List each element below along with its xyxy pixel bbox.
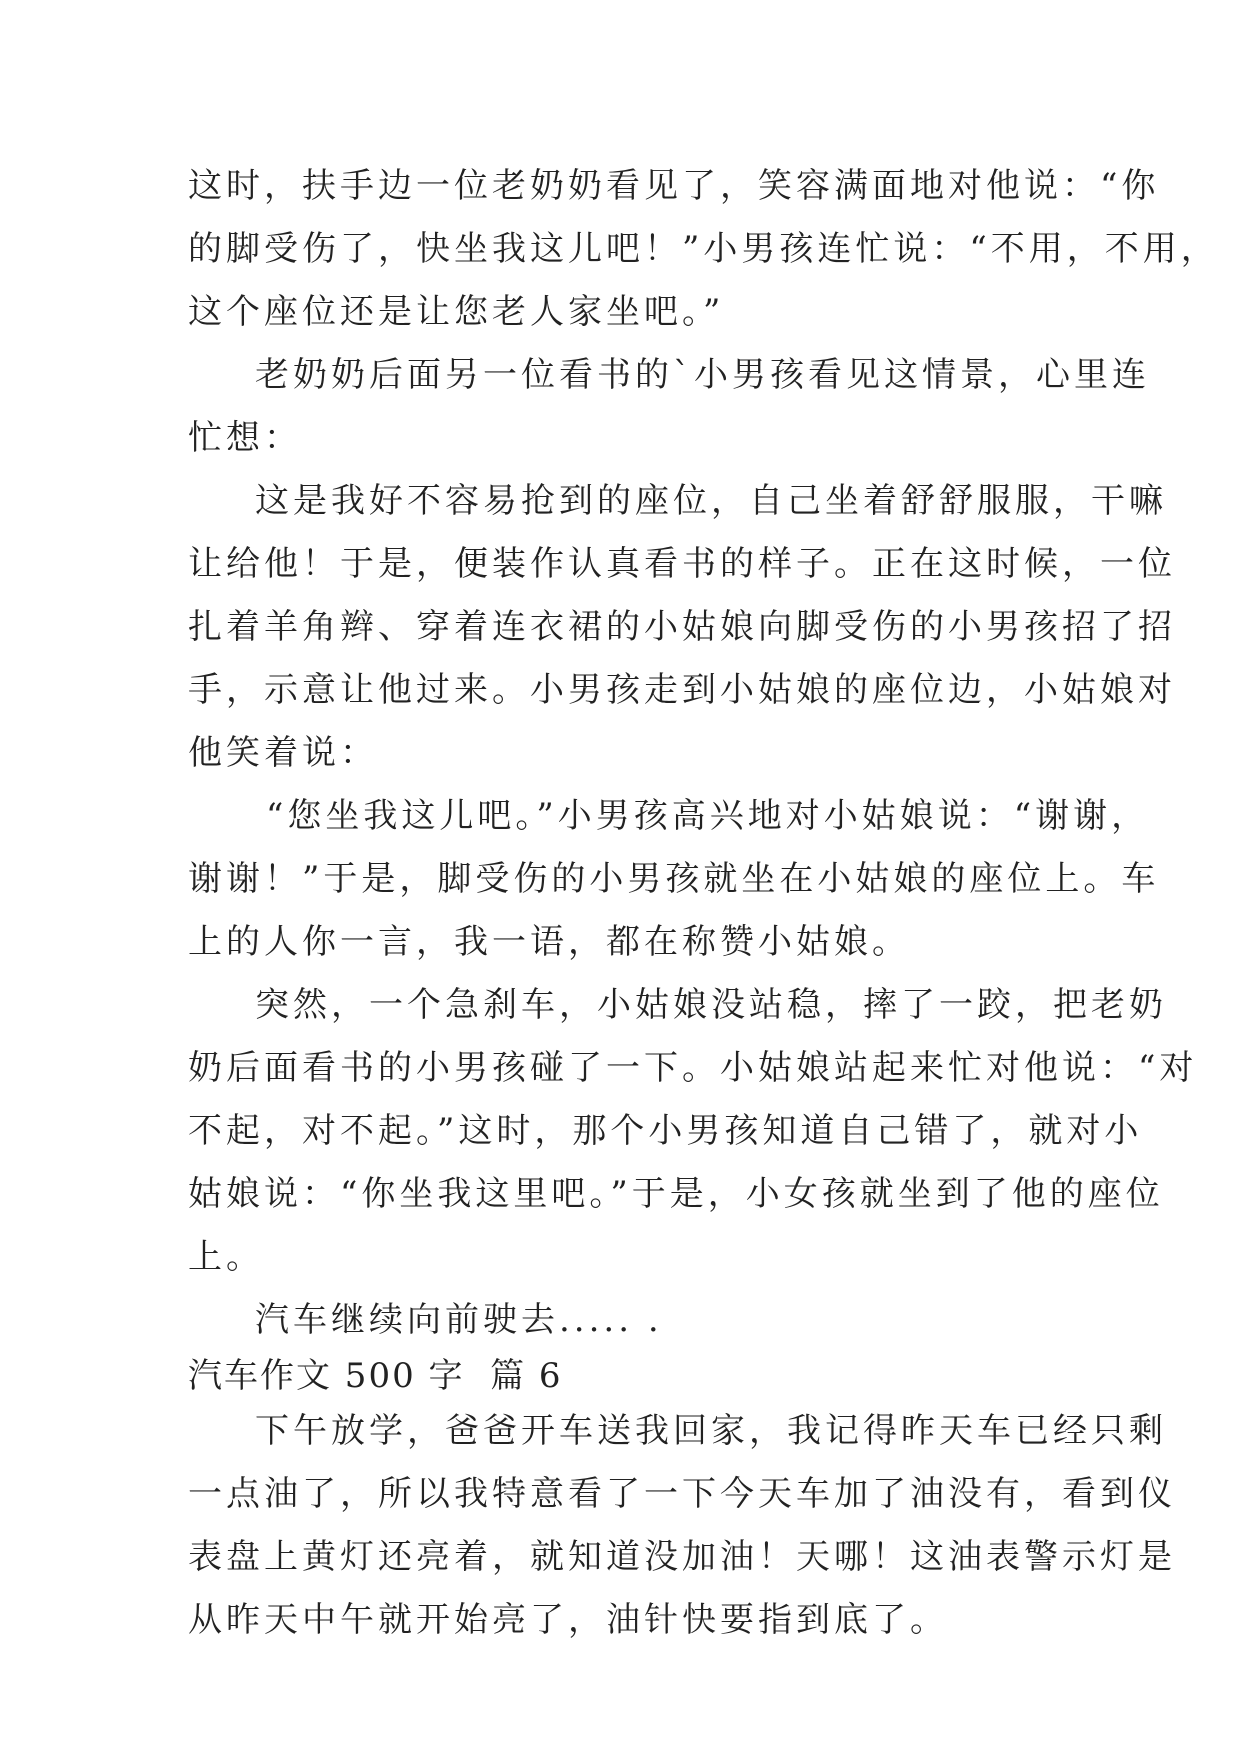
text-line: 上的人你一言，我一语，都在称赞小姑娘。 bbox=[188, 922, 910, 962]
paragraph bbox=[188, 344, 1150, 470]
text-line: 下午放学，爸爸开车送我回家，我记得昨天车已经只剩 bbox=[255, 1411, 1167, 1451]
text-line: 这时，扶手边一位老奶奶看见了，笑容满面地对他说：“你 bbox=[188, 166, 1160, 206]
text-line: “您坐我这儿吧。”小男孩高兴地对小姑娘说：“谢谢， bbox=[266, 796, 1150, 836]
text-line: 一点油了，所以我特意看了一下今天车加了油没有，看到仪 bbox=[188, 1474, 1176, 1514]
text-line: 老奶奶后面另一位看书的`小男孩看见这情景，心里连 bbox=[255, 355, 1150, 395]
paragraph bbox=[188, 155, 1219, 344]
paragraph bbox=[188, 470, 1176, 785]
text-line: 谢谢！”于是，脚受伤的小男孩就坐在小姑娘的座位上。车 bbox=[188, 859, 1160, 899]
text-line: 他笑着说： bbox=[188, 733, 378, 773]
paragraph bbox=[188, 974, 1198, 1289]
section-heading: 汽车作文 500 字 篇 6 bbox=[188, 1356, 563, 1396]
text-line: 从昨天中午就开始亮了，油针快要指到底了。 bbox=[188, 1600, 948, 1640]
text-line: 让给他！于是，便装作认真看书的样子。正在这时候，一位 bbox=[188, 544, 1176, 584]
text-line: 这个座位还是让您老人家坐吧。” bbox=[188, 292, 725, 332]
text-line: 不起，对不起。”这时，那个小男孩知道自己错了，就对小 bbox=[188, 1111, 1143, 1151]
paragraph bbox=[188, 1289, 1088, 1352]
text-line: 表盘上黄灯还亮着，就知道没加油！天哪！这油表警示灯是 bbox=[188, 1537, 1176, 1577]
text-line: 扎着羊角辫、穿着连衣裙的小姑娘向脚受伤的小男孩招了招 bbox=[188, 607, 1176, 647]
text-line: 上。 bbox=[188, 1237, 264, 1277]
text-line: 手，示意让他过来。小男孩走到小姑娘的座位边，小姑娘对 bbox=[188, 670, 1176, 710]
text-line: 奶后面看书的小男孩碰了一下。小姑娘站起来忙对他说：“对 bbox=[188, 1048, 1198, 1088]
text-line: 汽车继续向前驶去..... . bbox=[255, 1300, 663, 1340]
text-line: 这是我好不容易抢到的座位，自己坐着舒舒服服，干嘛 bbox=[255, 481, 1167, 521]
document-body bbox=[188, 155, 1219, 1652]
text-line: 姑娘说：“你坐我这里吧。”于是，小女孩就坐到了他的座位 bbox=[188, 1174, 1164, 1214]
paragraph bbox=[188, 1400, 1176, 1652]
text-line: 突然，一个急刹车，小姑娘没站稳，摔了一跤，把老奶 bbox=[255, 985, 1167, 1025]
text-line: 的脚受伤了，快坐我这儿吧！”小男孩连忙说：“不用，不用， bbox=[188, 229, 1219, 269]
text-line: 忙想： bbox=[188, 418, 302, 458]
paragraph bbox=[188, 785, 1160, 974]
